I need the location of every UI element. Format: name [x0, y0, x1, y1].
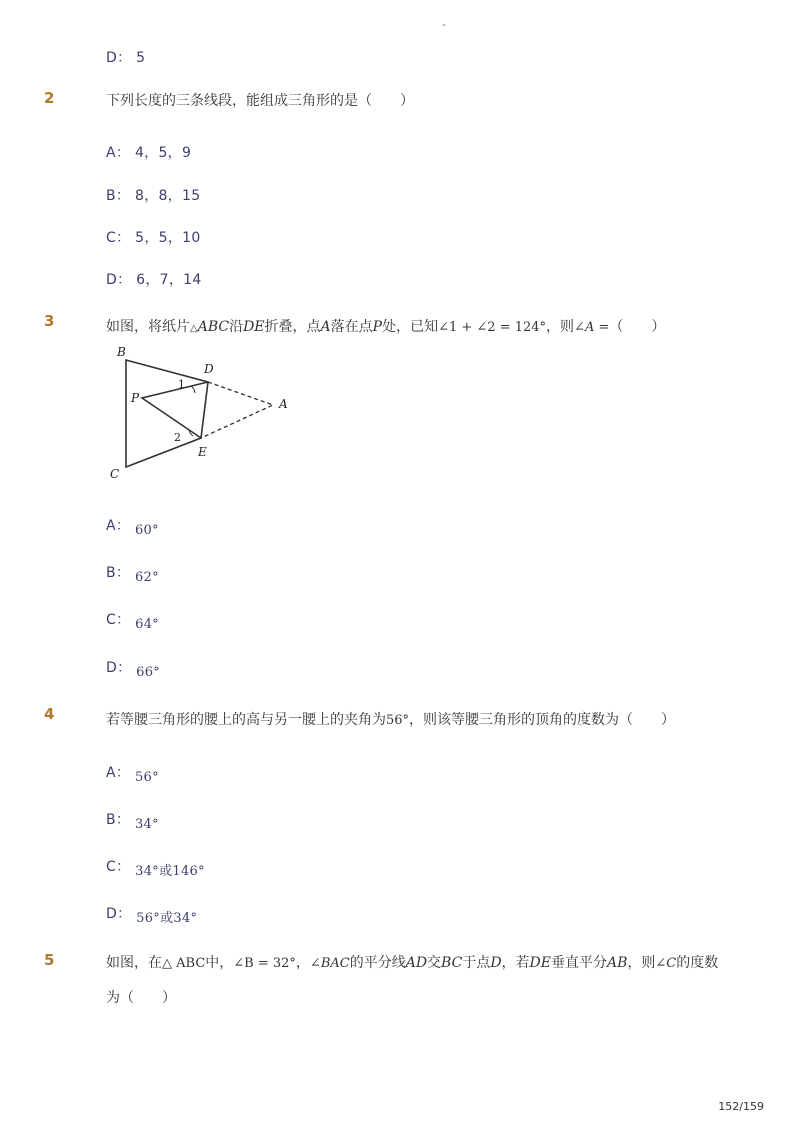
- option-value: 4，5，9: [134, 145, 192, 161]
- option-label: B：: [106, 565, 131, 581]
- figure-fold-lines: [142, 382, 208, 438]
- option-label: D：: [106, 50, 132, 66]
- math-expr: △ ABC: [162, 956, 206, 971]
- label-angle-1: 1: [178, 378, 185, 391]
- question-stem: 下列长度的三条线段，能组成三角形的是（ ）: [106, 93, 414, 109]
- option-label: D：: [106, 906, 132, 922]
- figure-dashed-lines: [201, 382, 273, 438]
- question-stem: [106, 709, 675, 729]
- option-value: 60°: [134, 523, 159, 538]
- option-label: A：: [106, 765, 131, 781]
- option-value: 6，7，14: [136, 272, 202, 288]
- option-value: 66°: [136, 665, 161, 680]
- math-var: ABC: [197, 319, 230, 335]
- math-expr: ∠1 + ∠2 = 124°: [438, 320, 547, 335]
- math-expr: 56°: [386, 713, 410, 728]
- math-expr: ∠A =: [574, 320, 610, 335]
- q4-option-b[interactable]: [106, 809, 159, 832]
- stem-text: 垂直平分: [551, 955, 607, 971]
- math-var: AB: [607, 955, 628, 971]
- math-var: AD: [405, 955, 428, 971]
- option-label: C：: [106, 230, 131, 246]
- math-expr: ∠B = 32°: [233, 956, 296, 971]
- option-label: B：: [106, 188, 131, 204]
- stem-text: 于点: [462, 955, 491, 971]
- page-number: 152/159: [718, 1100, 764, 1113]
- q4-option-c[interactable]: [106, 856, 205, 879]
- math-var: DE: [529, 955, 551, 971]
- math-var: D: [490, 955, 502, 971]
- q2-option-b[interactable]: [106, 185, 200, 205]
- q2-option-a[interactable]: [106, 142, 191, 162]
- stem-text: 中，: [205, 955, 234, 971]
- question-number: 5: [44, 951, 55, 969]
- option-label: C：: [106, 859, 131, 875]
- option-value: 34°: [134, 817, 159, 832]
- math-var: P: [372, 319, 383, 335]
- stem-text: 折叠，点: [264, 319, 321, 335]
- question-number: 2: [44, 89, 55, 107]
- fold-triangle-figure: [105, 340, 305, 485]
- question-number: 3: [44, 312, 55, 330]
- angle-1-arc: [191, 386, 195, 393]
- math-var: BC: [441, 955, 463, 971]
- q3-option-c[interactable]: [106, 609, 160, 632]
- label-E: E: [198, 445, 207, 459]
- stem-text: 沿: [229, 319, 244, 335]
- question-stem: [106, 946, 726, 1015]
- question-stem: [106, 316, 665, 336]
- q2-option-c[interactable]: [106, 227, 201, 247]
- option-label: A：: [106, 145, 131, 161]
- option-label: B：: [106, 812, 131, 828]
- option-value: 62°: [134, 570, 159, 585]
- math-expr: ∠C: [655, 956, 677, 971]
- option-value: 5: [136, 50, 146, 66]
- stem-text: ，则: [546, 319, 575, 335]
- math-expr: ∠BAC: [309, 956, 350, 971]
- question-number: 4: [44, 705, 55, 723]
- q2-option-d[interactable]: [106, 269, 202, 289]
- label-A: A: [279, 397, 288, 411]
- stem-text: 的度数为（ ）: [106, 955, 719, 1006]
- stem-text: 落在点: [330, 319, 373, 335]
- q3-option-b[interactable]: [106, 562, 159, 585]
- option-label: D：: [106, 660, 132, 676]
- stem-text: 如图，将纸片: [106, 319, 190, 335]
- option-value: 5，5，10: [135, 230, 201, 246]
- label-D: D: [204, 362, 214, 376]
- math-var: DE: [243, 319, 265, 335]
- stem-text: 交: [427, 955, 442, 971]
- label-C: C: [110, 467, 120, 481]
- option-value: 8，8，15: [134, 188, 201, 204]
- option-value: 34°或146°: [135, 864, 205, 879]
- figure-quadrilateral: [126, 360, 208, 467]
- option-value: 64°: [135, 617, 160, 632]
- stem-text: 若等腰三角形的腰上的高与另一腰上的夹角为: [106, 712, 386, 728]
- label-B: B: [117, 345, 126, 359]
- q4-option-d[interactable]: [106, 903, 198, 926]
- q3-option-d[interactable]: [106, 657, 161, 680]
- q1-option-d[interactable]: [106, 47, 145, 67]
- stem-text: ，若: [501, 955, 530, 971]
- option-label: C：: [106, 612, 131, 628]
- stem-text: 如图，在: [106, 955, 162, 971]
- stem-text: 处，已知: [382, 319, 439, 335]
- q3-option-a[interactable]: [106, 515, 159, 538]
- option-label: A：: [106, 518, 131, 534]
- option-value: 56°: [134, 770, 159, 785]
- option-label: D：: [106, 272, 132, 288]
- stem-text: ，则: [627, 955, 656, 971]
- q4-option-a[interactable]: [106, 762, 159, 785]
- math-var: A: [320, 319, 331, 335]
- triangle-symbol: △: [190, 323, 198, 334]
- stem-text: ，则该等腰三角形的顶角的度数为（ ）: [409, 712, 676, 728]
- label-P: P: [131, 391, 140, 405]
- label-angle-2: 2: [174, 431, 181, 444]
- header-mark: -: [442, 18, 446, 31]
- stem-text: ，: [295, 955, 310, 971]
- stem-text: 的平分线: [349, 955, 406, 971]
- stem-text: （ ）: [609, 319, 666, 335]
- option-value: 56°或34°: [136, 911, 198, 926]
